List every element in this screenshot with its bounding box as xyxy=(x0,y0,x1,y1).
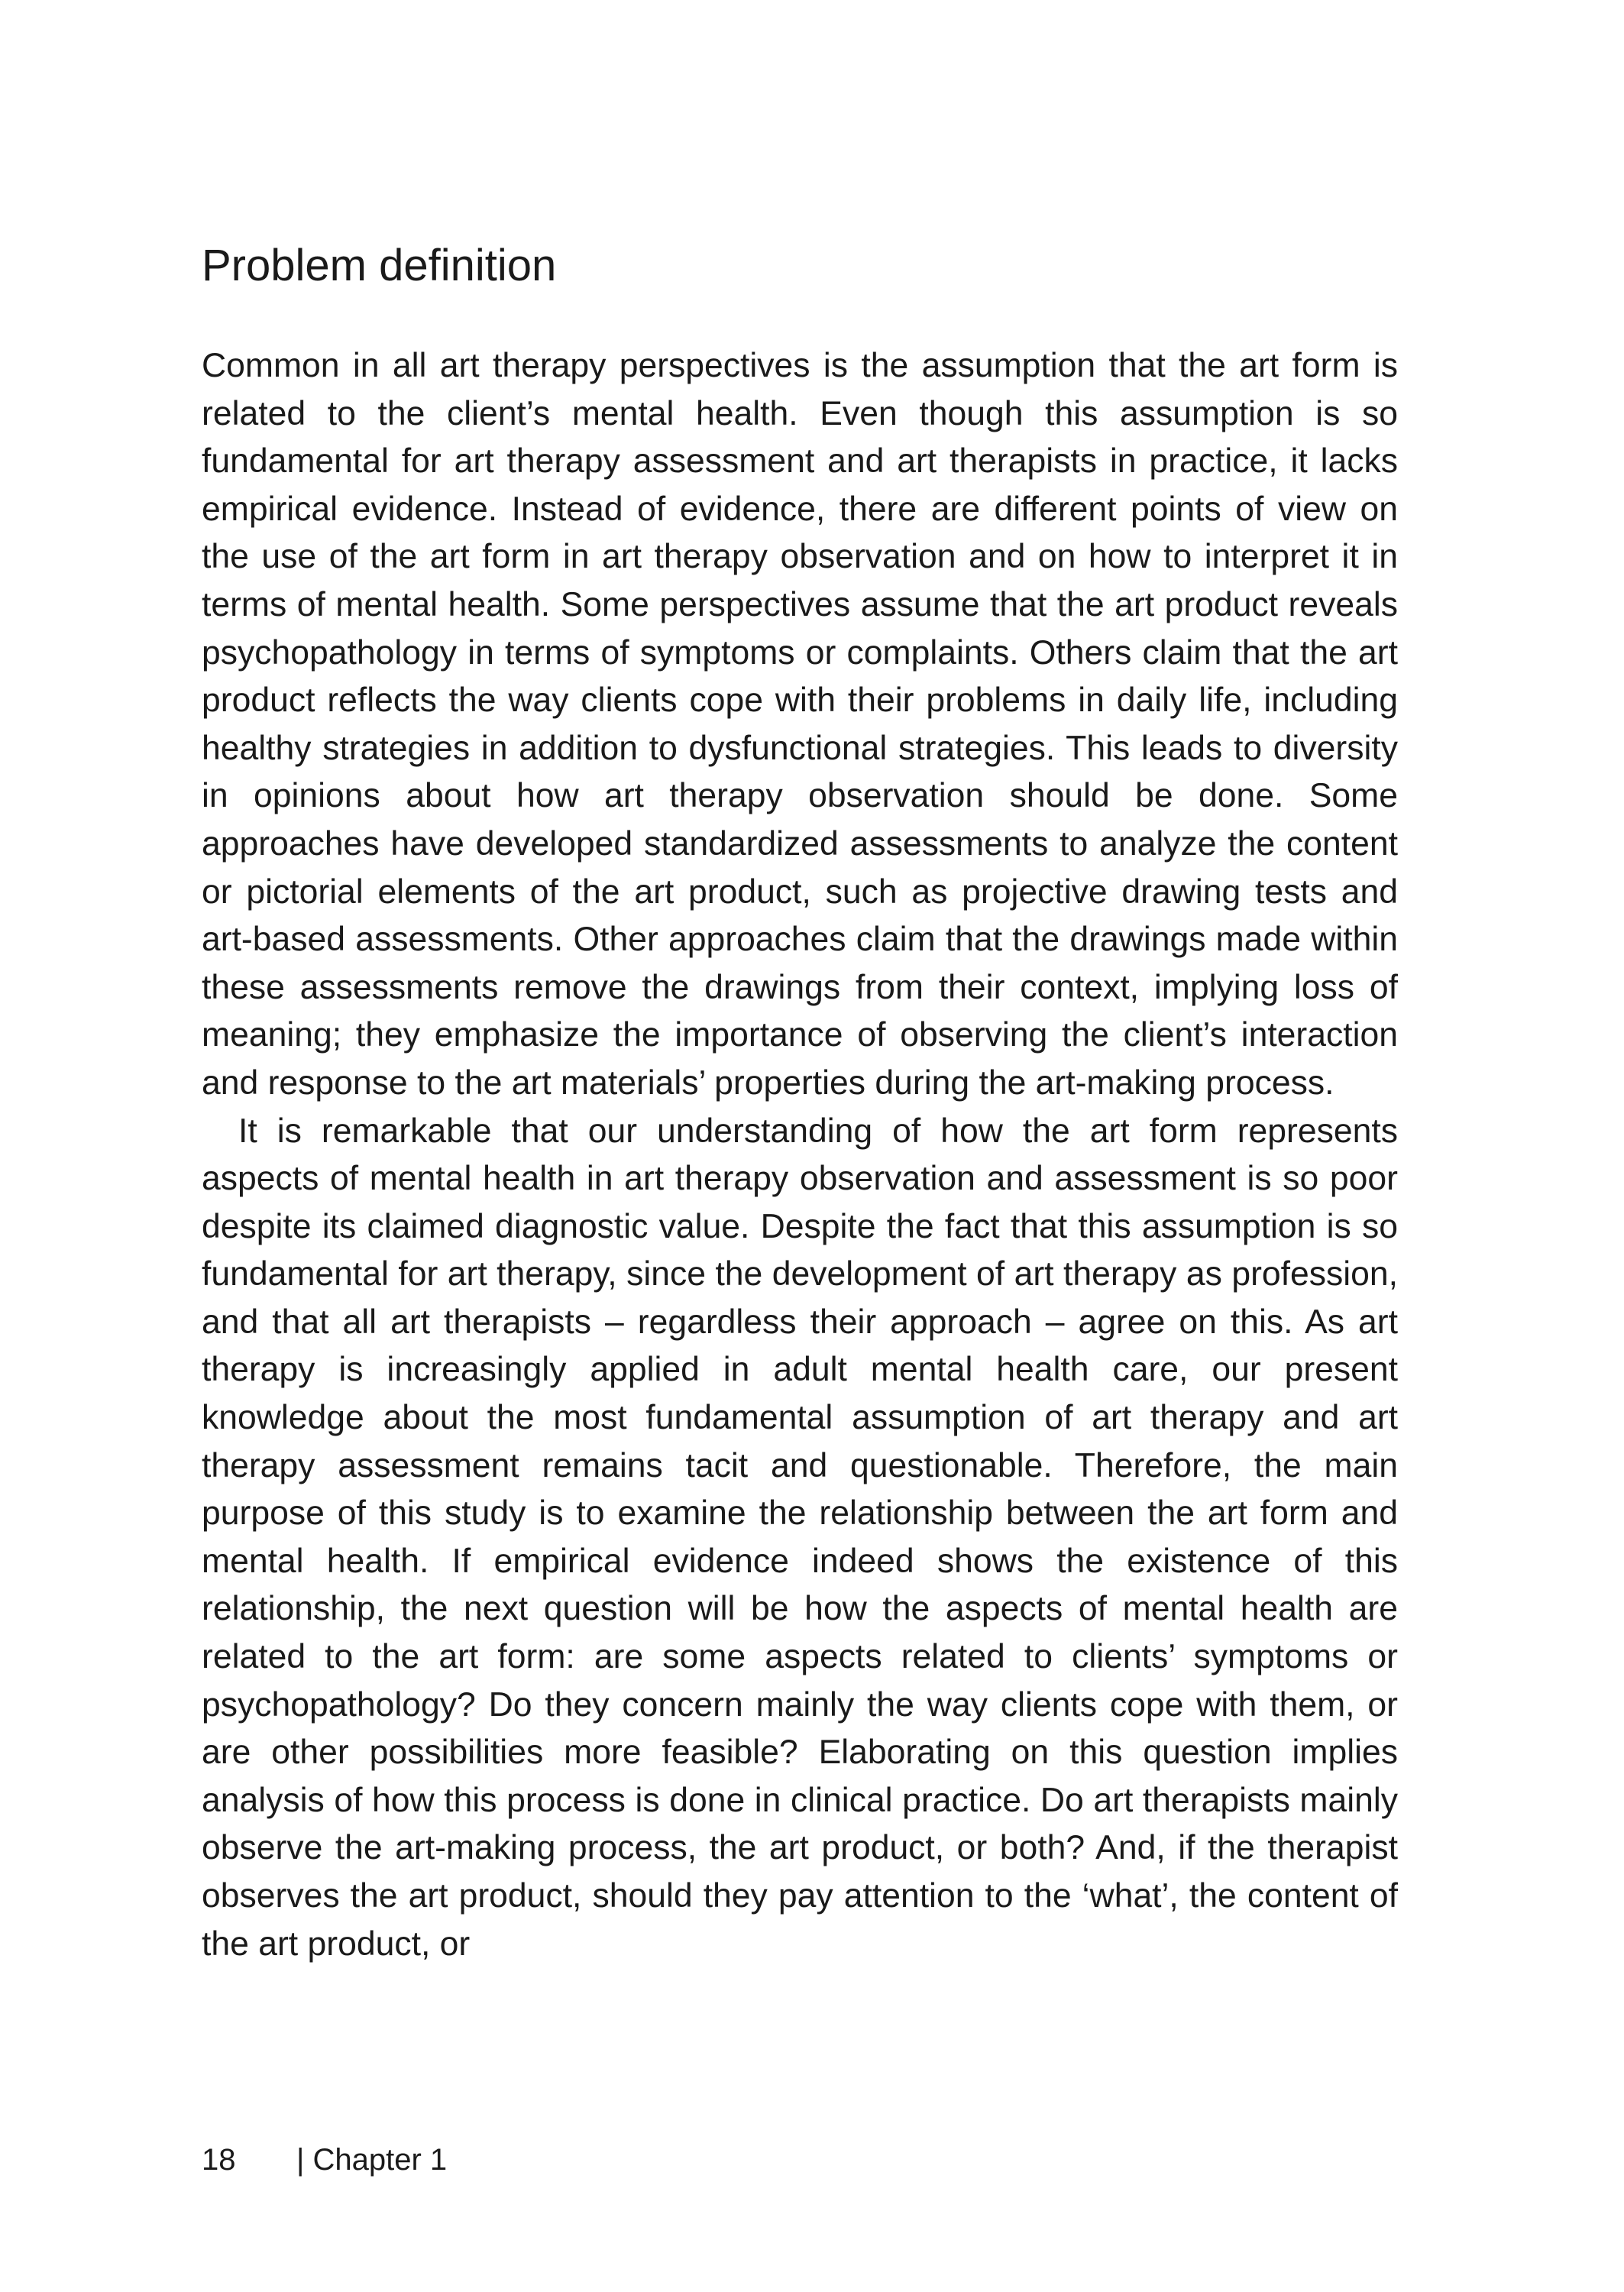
paragraph-1: Common in all art therapy perspectives is the assumption that the art form is related to the client’s mental health. Even though this assumption is so fundamental for art therapy assessment and art therapists in practice, it lacks empirical evidence. Instead of evidence, there are different points of view on the use of the art form in art therapy observation and on how to interpret it in terms of mental health. Some perspectives assume that the art product reveals psychopathology in terms of symptoms or complaints. Others claim that the art product reflects the way clients cope with their problems in daily life, including healthy strategies in addition to dysfunctional strategies. This leads to diversity in opinions about how art therapy observation should be done. Some approaches have developed standardized assessments to analyze the content or pictorial elements of the art product, such as projective drawing tests and art-based assessments. Other approaches claim that the drawings made within these assessments remove the drawings from their context, implying loss of meaning; they emphasize the importance of observing the client’s interaction and response to the art materials’ properties during the art-making process. xyxy=(202,347,1398,1102)
body-text xyxy=(202,342,1398,1968)
section-heading: Problem definition xyxy=(202,241,557,290)
page-footer xyxy=(202,2141,447,2179)
page-number: 18 xyxy=(202,2143,236,2177)
paragraph-2: It is remarkable that our understanding of how the art form represents aspects of mental health in art therapy observation and assessment is so poor despite its claimed diagnostic value. Despite the fact that this assumption is so fundamental for art therapy, since the development of art therapy as profession, and that all art therapists – regardless their approach – agree on this. As art therapy is increasingly applied in adult mental health care, our present knowledge about the most fundamental assumption of art therapy and art therapy assessment remains tacit and questionable. Therefore, the main purpose of this study is to examine the relationship between the art form and mental health. If empirical evidence indeed shows the existence of this relationship, the next question will be how the aspects of mental health are related to the art form: are some aspects related to clients’ symptoms or psychopathology? Do they concern mainly the way clients cope with them, or are other possibilities more feasible? Elaborating on this question implies analysis of how this process is done in clinical practice. Do art therapists mainly observe the art-making process, the art product, or both? And, if the therapist observes the art product, should they pay attention to the ‘what’, the content of the art product, or xyxy=(202,1112,1398,1963)
chapter-label: | Chapter 1 xyxy=(296,2143,448,2177)
